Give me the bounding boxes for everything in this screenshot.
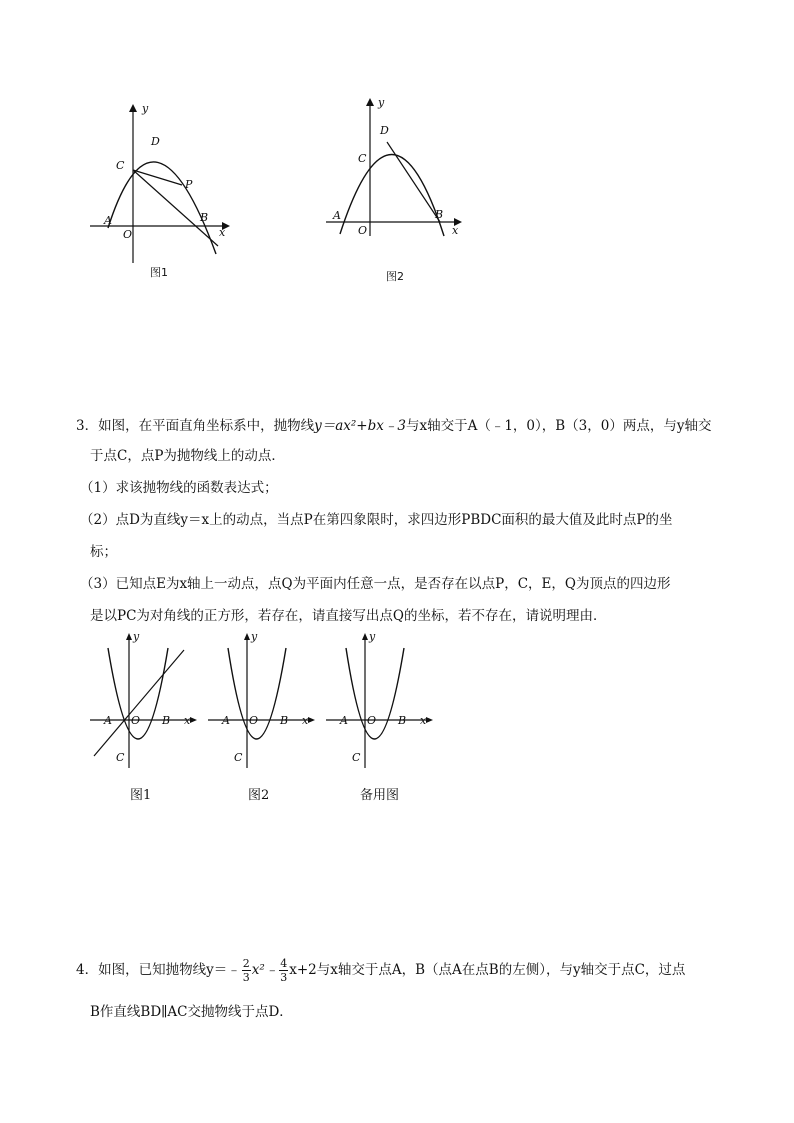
problem3-intro-cont: 与x轴交于A（﹣1，0），B（3，0）两点，与y轴交 [405, 418, 712, 434]
problem4-line2: B作直线BD∥AC交抛物线于点D． [90, 1004, 293, 1020]
problem3-question1: （1）求该抛物线的函数表达式； [80, 480, 278, 496]
problem3-question3: （3）已知点E为x轴上一动点，点Q为平面内任意一点，是否存在以点P，C，E，Q为顶点的四边形 [80, 576, 671, 592]
label-x: x [420, 714, 427, 727]
label-x: x [184, 714, 191, 727]
line-y-equals-x [94, 650, 184, 756]
label-b: B [398, 714, 407, 727]
label-y: y [378, 96, 385, 109]
label-b: B [162, 714, 171, 727]
problem3-intro: 3．如图，在平面直角坐标系中，抛物线 [76, 418, 315, 434]
label-y: y [133, 630, 140, 643]
label-o: O [358, 224, 368, 237]
top-figure-2 [322, 96, 472, 246]
y-axis-arrow [129, 104, 137, 112]
fraction-4-3: $\frac{4}{3}$ [280, 957, 288, 984]
label-c: C [116, 159, 125, 172]
figure-caption: 图2 [248, 788, 270, 803]
problem3-question3-cont: 是以PC为对角线的正方形，若存在，请直接写出点Q的坐标，若不存在，请说明理由． [90, 608, 607, 624]
problem4-intro: 4．如图，已知抛物线y＝﹣ [76, 962, 241, 978]
label-c: C [234, 751, 243, 764]
y-axis-arrow [244, 633, 250, 640]
label-o: O [123, 228, 133, 241]
label-c: C [116, 751, 125, 764]
y-axis-arrow [362, 633, 368, 640]
problem3-figure-spare [324, 630, 436, 770]
label-y: y [369, 630, 376, 643]
label-o: O [249, 714, 259, 727]
x-axis-arrow [426, 717, 433, 723]
figure-caption: 备用图 [360, 788, 400, 803]
label-c: C [352, 751, 361, 764]
label-b: B [200, 211, 209, 224]
label-x: x [452, 224, 459, 237]
label-x: x [219, 226, 226, 239]
label-a: A [333, 209, 341, 222]
label-o: O [367, 714, 377, 727]
problem3-figure-1 [88, 630, 200, 770]
problem3-question2: （2）点D为直线y＝x上的动点，当点P在第四象限时，求四边形PBDC面积的最大值及此时点P的坐 [80, 512, 673, 528]
problem3-line1 [76, 411, 711, 441]
label-a: A [222, 714, 230, 727]
label-o: O [131, 714, 141, 727]
fraction-2-3: $\frac{2}{3}$ [242, 957, 250, 984]
y-axis-arrow [366, 98, 374, 106]
problem4-intro-cont: x+2与x轴交于点A，B（点A在点B的左侧），与y轴交于点C，过点 [289, 962, 686, 978]
label-b: B [280, 714, 289, 727]
label-a: A [340, 714, 348, 727]
label-a: A [104, 214, 112, 227]
problem3-equation: y＝ax²+bx﹣3 [314, 418, 406, 434]
figure-caption: 图1 [150, 266, 168, 279]
label-a: A [104, 714, 112, 727]
label-y: y [251, 630, 258, 643]
label-c: C [358, 152, 367, 165]
label-d: D [380, 124, 389, 137]
segment-cp [133, 170, 182, 185]
label-p: P [185, 178, 193, 191]
problem3-line2: 于点C，点P为抛物线上的动点． [90, 448, 285, 464]
top-figure-1 [86, 98, 236, 268]
label-x: x [302, 714, 309, 727]
problem3-figure-2 [206, 630, 318, 770]
label-y: y [142, 102, 149, 115]
problem4-term: x²﹣ [251, 962, 279, 978]
line-cb [133, 170, 218, 246]
problem3-question2-cont: 标； [90, 544, 117, 560]
label-b: B [435, 208, 444, 221]
figure-caption: 图2 [386, 270, 404, 283]
y-axis-arrow [126, 633, 132, 640]
x-axis-arrow [308, 717, 315, 723]
label-d: D [151, 135, 160, 148]
x-axis-arrow [190, 717, 197, 723]
segment-db [387, 142, 440, 222]
figure-caption: 图1 [130, 788, 152, 803]
problem4-line1 [76, 955, 685, 985]
parabola [340, 154, 444, 236]
